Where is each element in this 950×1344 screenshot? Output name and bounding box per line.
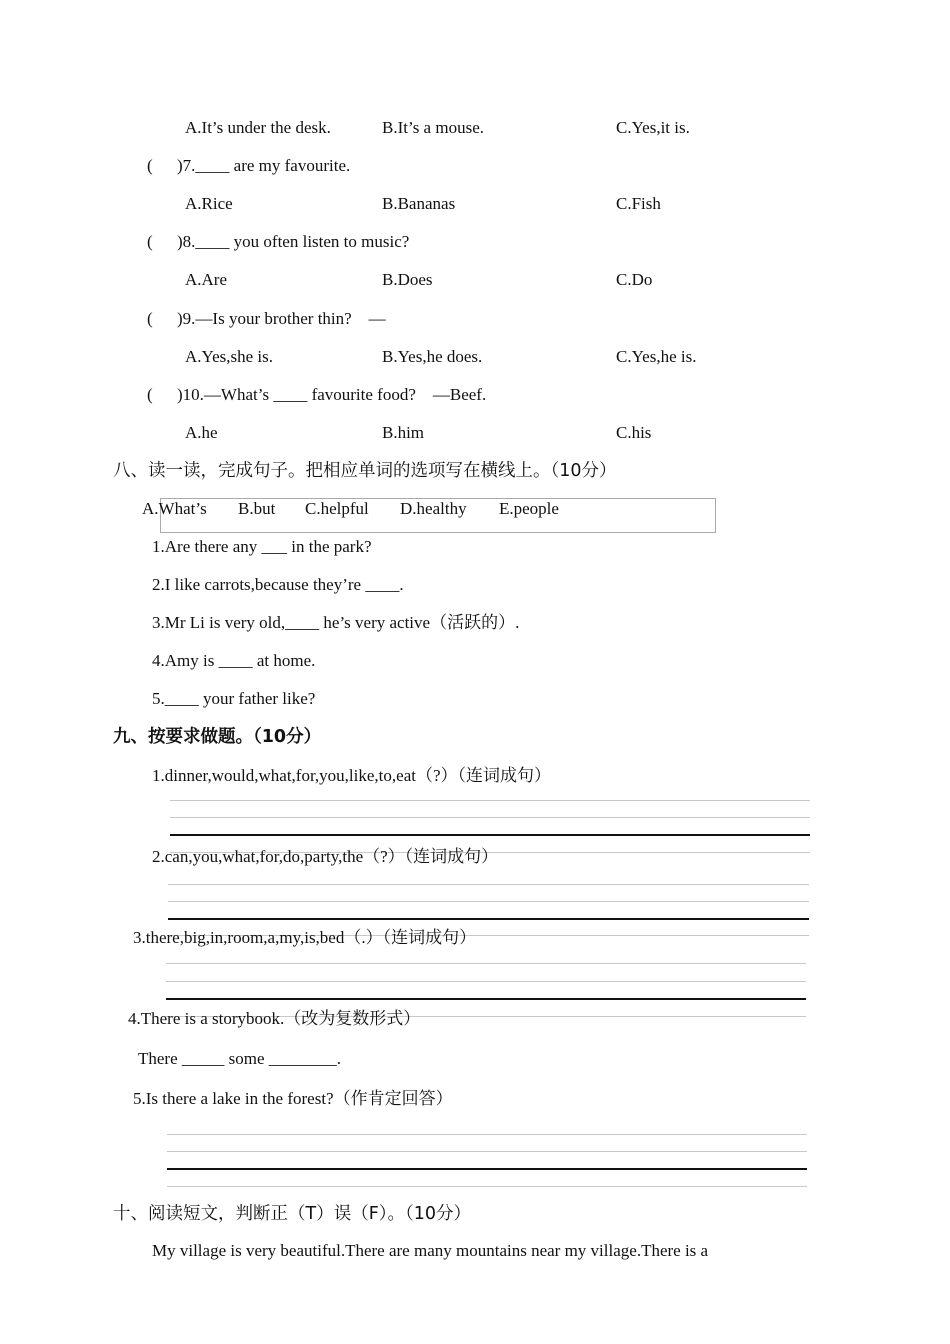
- answer-paren: (: [147, 156, 153, 175]
- answer-paren: (: [147, 385, 153, 404]
- word-bank-e: E.people: [499, 499, 559, 518]
- writing-baseline: [166, 998, 806, 1000]
- option-b: B.Yes,he does.: [382, 347, 483, 366]
- q6-option-c: C.Yes,it is.: [616, 118, 690, 137]
- writing-line: [170, 800, 810, 801]
- q6-option-a: A.It’s under the desk.: [185, 118, 331, 137]
- task-answer-template: There _____ some ________.: [138, 1049, 342, 1068]
- option-a: A.Are: [185, 270, 228, 289]
- question-stem: )7.____ are my favourite.: [177, 156, 351, 175]
- option-c: C.his: [616, 423, 652, 442]
- question-stem: )10.—What’s ____ favourite food? —Beef.: [177, 385, 487, 404]
- section-10-title: 十、阅读短文，判断正（T）误（F）。（10分）: [113, 1204, 472, 1224]
- section-8-title: 八、读一读，完成句子。把相应单词的选项写在横线上。（10分）: [113, 461, 617, 481]
- writing-baseline: [170, 834, 810, 836]
- answer-paren: (: [147, 232, 153, 251]
- fill-item: 4.Amy is ____ at home.: [152, 651, 316, 670]
- word-bank-a: A.What’s: [142, 499, 207, 518]
- fill-item: 3.Mr Li is very old,____ he’s very active（活跃的）.: [152, 613, 520, 632]
- writing-line: [167, 1151, 807, 1152]
- task-item: 2.can,you,what,for,do,party,the（?）（连词成句）: [152, 847, 499, 866]
- task-item: 1.dinner,would,what,for,you,like,to,eat（?）（连词成句）: [152, 766, 552, 785]
- writing-baseline: [168, 918, 809, 920]
- fill-item: 2.I like carrots,because they’re ____.: [152, 575, 404, 594]
- writing-line: [167, 1186, 807, 1187]
- task-item: 3.there,big,in,room,a,my,is,bed（.）（连词成句）: [133, 928, 477, 947]
- option-b: B.Does: [382, 270, 433, 289]
- task-item: 4.There is a storybook.（改为复数形式）: [128, 1009, 421, 1028]
- writing-line: [168, 901, 809, 902]
- fill-item: 5.____ your father like?: [152, 689, 316, 708]
- task-item: 5.Is there a lake in the forest?（作肯定回答）: [133, 1089, 453, 1108]
- word-bank-d: D.healthy: [400, 499, 467, 518]
- option-c: C.Do: [616, 270, 653, 289]
- word-bank-c: C.helpful: [305, 499, 369, 518]
- fill-item: 1.Are there any ___ in the park?: [152, 537, 372, 556]
- q6-option-b: B.It’s a mouse.: [382, 118, 484, 137]
- option-a: A.he: [185, 423, 218, 442]
- word-bank-b: B.but: [238, 499, 276, 518]
- writing-line: [168, 884, 809, 885]
- writing-baseline: [167, 1168, 807, 1170]
- writing-line: [170, 817, 810, 818]
- question-stem: )9.—Is your brother thin? —: [177, 309, 386, 328]
- writing-line: [166, 981, 806, 982]
- option-b: B.Bananas: [382, 194, 456, 213]
- question-stem: )8.____ you often listen to music?: [177, 232, 410, 251]
- option-b: B.him: [382, 423, 425, 442]
- option-c: C.Fish: [616, 194, 661, 213]
- section-9-title: 九、按要求做题。（10分）: [113, 727, 322, 747]
- answer-paren: (: [147, 309, 153, 328]
- option-c: C.Yes,he is.: [616, 347, 697, 366]
- option-a: A.Yes,she is.: [185, 347, 274, 366]
- option-a: A.Rice: [185, 194, 233, 213]
- writing-line: [166, 963, 806, 964]
- reading-passage: My village is very beautiful.There are many mountains near my village.There is a: [152, 1241, 709, 1260]
- writing-line: [167, 1134, 807, 1135]
